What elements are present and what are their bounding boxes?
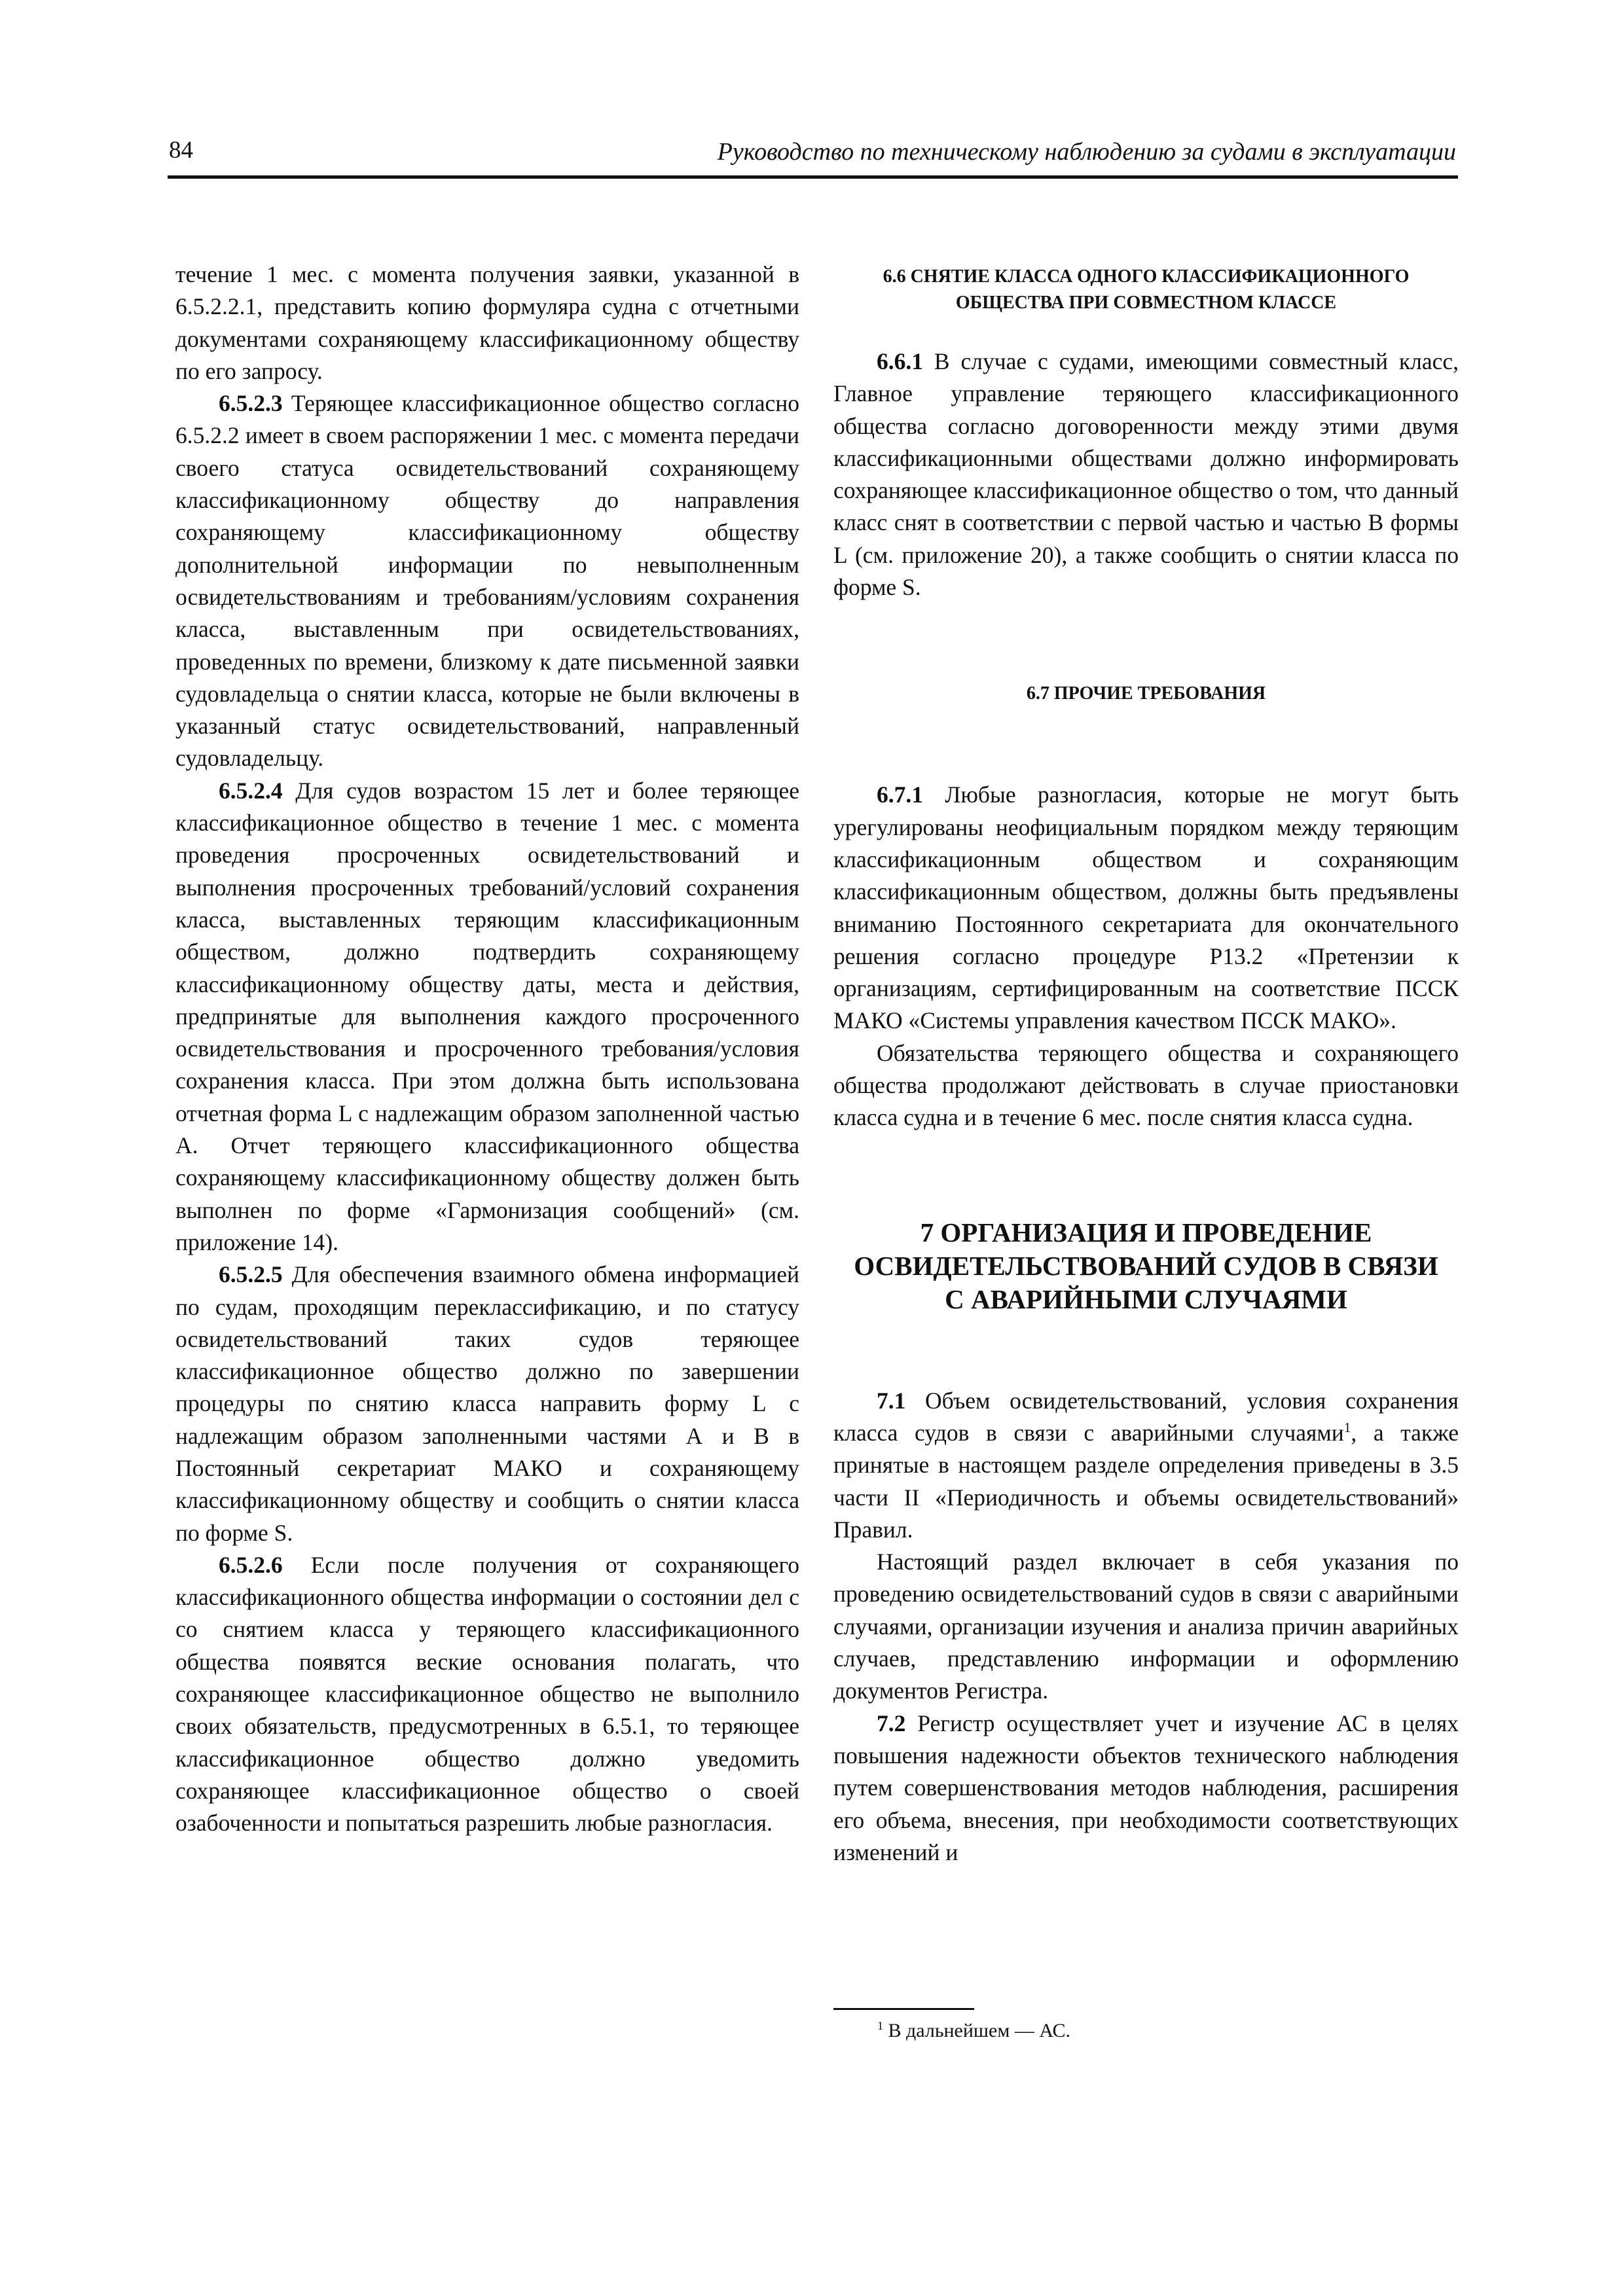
paragraph-text: Объем освидетельствований, условия сохранения класса судов в связи с аварийными случаями bbox=[833, 1387, 1459, 1446]
footnote bbox=[877, 2018, 1070, 2044]
paragraph-6-5-2-5 bbox=[175, 1259, 799, 1549]
paragraph-text: Если после получения от сохраняющего классификационного общества информации о состоянии дел с со снятием класса у теряющего классификационного общества появятся веские основания полагать, что сохраняющее классификационное общество не выполнило своих обязательств, предусмотренных в 6.5.1, то теряющее классификационное общество должно уведомить сохраняющее классификационное общество о своей озабоченности и попытаться разрешить любые разногласия. bbox=[175, 1551, 799, 1837]
right-column bbox=[833, 259, 1459, 1869]
clause-number: 6.5.2.3 bbox=[219, 390, 283, 417]
paragraph-text: Регистр осуществляет учет и изучение АС в целях повышения надежности объектов технического наблюдения путем совершенствования методов наблюдения, расширения его объема, внесения, при необходимости соответствующих изменений и bbox=[833, 1710, 1459, 1865]
chapter-heading-7 bbox=[833, 1216, 1459, 1316]
footnote-reference[interactable]: 1 bbox=[1343, 1420, 1351, 1436]
header-rule bbox=[168, 175, 1458, 179]
heading-line: ОСВИДЕТЕЛЬСТВОВАНИЙ СУДОВ В СВЯЗИ bbox=[854, 1250, 1438, 1281]
clause-number: 7.2 bbox=[877, 1710, 906, 1736]
left-column bbox=[175, 259, 799, 1840]
footnote-text: В дальнейшем — АС. bbox=[883, 2020, 1071, 2041]
paragraph-text: Теряющее классификационное общество согласно 6.5.2.2 имеет в своем распоряжении 1 мес. с момента передачи своего статуса освидетельствований сохраняющему классификационному обществу до направления сохраняющему классификационному обществу дополнительной информации по невыполненным освидетельствованиям и требованиям/условиям сохранения класса, выставленным при освидетельствованиях, проведенных по времени, близкому к дате письменной заявки судовладельца о снятии класса, которые не были включены в указанный статус освидетельствований, направленный судовладельцу. bbox=[175, 390, 799, 772]
paragraph-text: Для судов возрастом 15 лет и более теряющее классификационное общество в течение 1 мес. с момента проведения просроченных освидетельствований и выполнения просроченных требований/условий сохранения класса, выставленных теряющим классификационным обществом, должно подтвердить сохраняющему классификационному обществу даты, места и действия, предпринятые для выполнения каждого просроченного освидетельствования и просроченного требования/условия сохранения класса. При этом должна быть использована отчетная форма L с надлежащим образом заполненной частью А. Отчет теряющего классификационного общества сохраняющему классификационному обществу должен быть выполнен по форме «Гармонизация сообщений» (см. приложение 14). bbox=[175, 777, 799, 1255]
clause-number: 6.5.2.4 bbox=[219, 777, 283, 804]
heading-line: ОБЩЕСТВА ПРИ СОВМЕСТНОМ КЛАССЕ bbox=[955, 293, 1337, 313]
paragraph-text: , а также принятые в настоящем разделе определения приведены в 3.5 части II «Периодичность и объемы освидетельствований» Правил. bbox=[833, 1419, 1459, 1543]
paragraph: Обязательства теряющего общества и сохраняющего общества продолжают действовать в случае приостановки класса судна и в течение 6 мес. после снятия класса судна. bbox=[833, 1039, 1459, 1131]
paragraph-7-1 bbox=[833, 1385, 1459, 1546]
heading-line: 6.6 СНЯТИЕ КЛАССА ОДНОГО КЛАССИФИКАЦИОННОГО bbox=[883, 266, 1410, 287]
clause-number: 6.6.1 bbox=[877, 348, 923, 374]
paragraph-6-6-1 bbox=[833, 346, 1459, 603]
paragraph: течение 1 мес. с момента получения заявки, указанной в 6.5.2.2.1, представить копию формуляра судна с отчетными документами сохраняющему классификационному обществу по его запросу. bbox=[175, 261, 799, 384]
section-heading-6-6 bbox=[833, 264, 1459, 316]
footnote-mark: 1 bbox=[877, 2019, 883, 2032]
paragraph-6-7-1 bbox=[833, 779, 1459, 1037]
footnote-rule bbox=[833, 2008, 974, 2010]
paragraph-text: В случае с судами, имеющими совместный класс, Главное управление теряющего классификационного общества согласно договоренности между этими двумя классификационными обществами должно информировать сохраняющее классификационное общество о том, что данный класс снят в соответствии с первой частью и частью В формы L (см. приложение 20), а также сообщить о снятии класса по форме S. bbox=[833, 348, 1459, 601]
paragraph-text: Любые разногласия, которые не могут быть урегулированы неофициальным порядком между теряющим классификационным обществом и сохраняющим классификационным обществом, должны быть предъявлены вниманию Постоянного секретариата для окончательного решения согласно процедуре Р13.2 «Претензии к организациям, сертифицированным на соответствие ПССК МАКО «Системы управления качеством ПССК МАКО». bbox=[833, 781, 1459, 1034]
paragraph-7-2 bbox=[833, 1708, 1459, 1869]
clause-number: 6.7.1 bbox=[877, 781, 923, 808]
paragraph: Настоящий раздел включает в себя указания по проведению освидетельствований судов в связи с аварийными случаями, организации изучения и анализа причин аварийных случаев, представлению информации и оформлению документов Регистра. bbox=[833, 1549, 1459, 1704]
paragraph-text: Для обеспечения взаимного обмена информацией по судам, проходящим переклассификацию, и по статусу освидетельствований таких судов теряющее классификационное общество должно по завершении процедуры по снятию класса направить форму L с надлежащим образом заполненными частями А и В в Постоянный секретариат МАКО и сохраняющему классификационному обществу и сообщить о снятии класса по форме S. bbox=[175, 1261, 799, 1546]
heading-line: 7 ОРГАНИЗАЦИЯ И ПРОВЕДЕНИЕ bbox=[920, 1217, 1372, 1247]
section-heading-6-7: 6.7 ПРОЧИЕ ТРЕБОВАНИЯ bbox=[1026, 683, 1266, 704]
paragraph-6-5-2-3 bbox=[175, 387, 799, 775]
page-number: 84 bbox=[169, 137, 193, 164]
running-title: Руководство по техническому наблюдению за судами в эксплуатации bbox=[717, 138, 1456, 166]
paragraph-6-5-2-4 bbox=[175, 775, 799, 1259]
paragraph-6-5-2-6 bbox=[175, 1549, 799, 1840]
heading-line: С АВАРИЙНЫМИ СЛУЧАЯМИ bbox=[945, 1283, 1347, 1314]
clause-number: 7.1 bbox=[877, 1387, 906, 1414]
clause-number: 6.5.2.6 bbox=[219, 1551, 283, 1578]
clause-number: 6.5.2.5 bbox=[219, 1261, 283, 1288]
